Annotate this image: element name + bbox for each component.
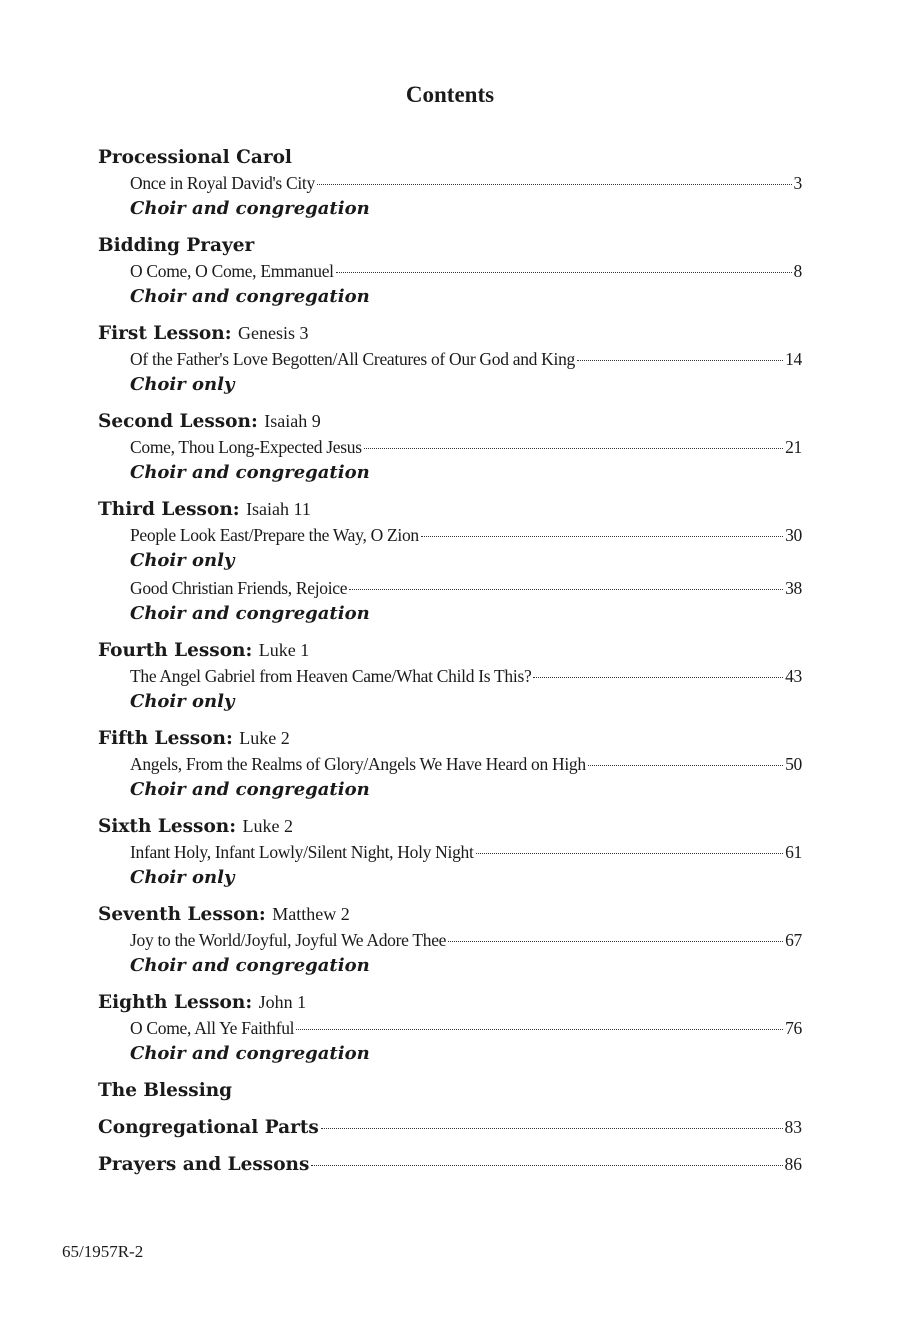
- performer-note: Choir and congregation: [130, 955, 370, 976]
- catalog-number: 65/1957R-2: [62, 1242, 144, 1261]
- section-fifth-lesson: [98, 725, 802, 803]
- prayers-lessons-entry: Prayers and Lessons 86: [98, 1154, 802, 1175]
- performer-note: Choir and congregation: [130, 779, 370, 800]
- section-heading: Third Lesson: Isaiah 11: [98, 499, 311, 520]
- section-fourth-lesson: [98, 637, 802, 715]
- carol-entry: O Come, O Come, Emmanuel 8: [130, 261, 802, 281]
- performer-note: Choir only: [130, 691, 235, 712]
- page-title: Contents: [405, 82, 495, 107]
- scripture-ref: Luke 1: [258, 640, 310, 660]
- section-heading: Seventh Lesson: Matthew 2: [98, 904, 350, 925]
- carol-entry: Of the Father's Love Begotten/All Creatures of Our God and King 14: [130, 349, 802, 369]
- section-second-lesson: [98, 408, 802, 486]
- carol-entry: People Look East/Prepare the Way, O Zion 30: [130, 525, 802, 545]
- section-heading: Eighth Lesson: John 1: [98, 992, 307, 1013]
- performer-note: Choir only: [130, 374, 235, 395]
- section-heading: Bidding Prayer: [98, 235, 255, 256]
- section-third-lesson: [98, 496, 802, 627]
- scripture-ref: Luke 2: [239, 728, 290, 748]
- section-heading: Sixth Lesson: Luke 2: [98, 816, 294, 837]
- performer-note: Choir and congregation: [130, 198, 370, 219]
- section-heading: First Lesson: Genesis 3: [98, 323, 309, 344]
- carol-entry: Once in Royal David's City 3: [130, 173, 802, 193]
- section-eighth-lesson: [98, 989, 802, 1067]
- section-seventh-lesson: [98, 901, 802, 979]
- scripture-ref: Matthew 2: [272, 904, 350, 924]
- performer-note: Choir only: [130, 550, 235, 571]
- section-heading: Fourth Lesson: Luke 1: [98, 640, 310, 661]
- section-first-lesson: [98, 320, 802, 398]
- scripture-ref: Luke 2: [242, 816, 294, 836]
- section-prayers-lessons: [98, 1151, 802, 1178]
- performer-note: Choir only: [130, 867, 235, 888]
- section-sixth-lesson: [98, 813, 802, 891]
- section-heading: The Blessing: [98, 1080, 233, 1101]
- carol-entry: Good Christian Friends, Rejoice 38: [130, 578, 802, 598]
- performer-note: Choir and congregation: [130, 603, 370, 624]
- performer-note: Choir and congregation: [130, 1043, 370, 1064]
- section-bidding-prayer: [98, 232, 802, 310]
- section-processional-carol: [98, 144, 802, 222]
- section-heading: Processional Carol: [98, 147, 292, 168]
- carol-entry: Joy to the World/Joyful, Joyful We Adore Thee 67: [130, 930, 802, 950]
- section-blessing: [98, 1077, 802, 1104]
- congregational-parts-entry: Congregational Parts 83: [98, 1117, 802, 1138]
- carol-entry: The Angel Gabriel from Heaven Came/What Child Is This? 43: [130, 666, 802, 686]
- performer-note: Choir and congregation: [130, 462, 370, 483]
- carol-entry: Angels, From the Realms of Glory/Angels We Have Heard on High 50: [130, 754, 802, 774]
- scripture-ref: John 1: [258, 992, 307, 1012]
- section-heading: Fifth Lesson: Luke 2: [98, 728, 290, 749]
- scripture-ref: Isaiah 9: [264, 411, 321, 431]
- section-heading: Second Lesson: Isaiah 9: [98, 411, 321, 432]
- scripture-ref: Isaiah 11: [246, 499, 311, 519]
- contents-list: [98, 144, 802, 1188]
- performer-note: Choir and congregation: [130, 286, 370, 307]
- carol-entry: O Come, All Ye Faithful 76: [130, 1018, 802, 1038]
- scripture-ref: Genesis 3: [238, 323, 309, 343]
- section-congregational-parts: [98, 1114, 802, 1141]
- carol-entry: Come, Thou Long-Expected Jesus 21: [130, 437, 802, 457]
- carol-entry: Infant Holy, Infant Lowly/Silent Night, Holy Night 61: [130, 842, 802, 862]
